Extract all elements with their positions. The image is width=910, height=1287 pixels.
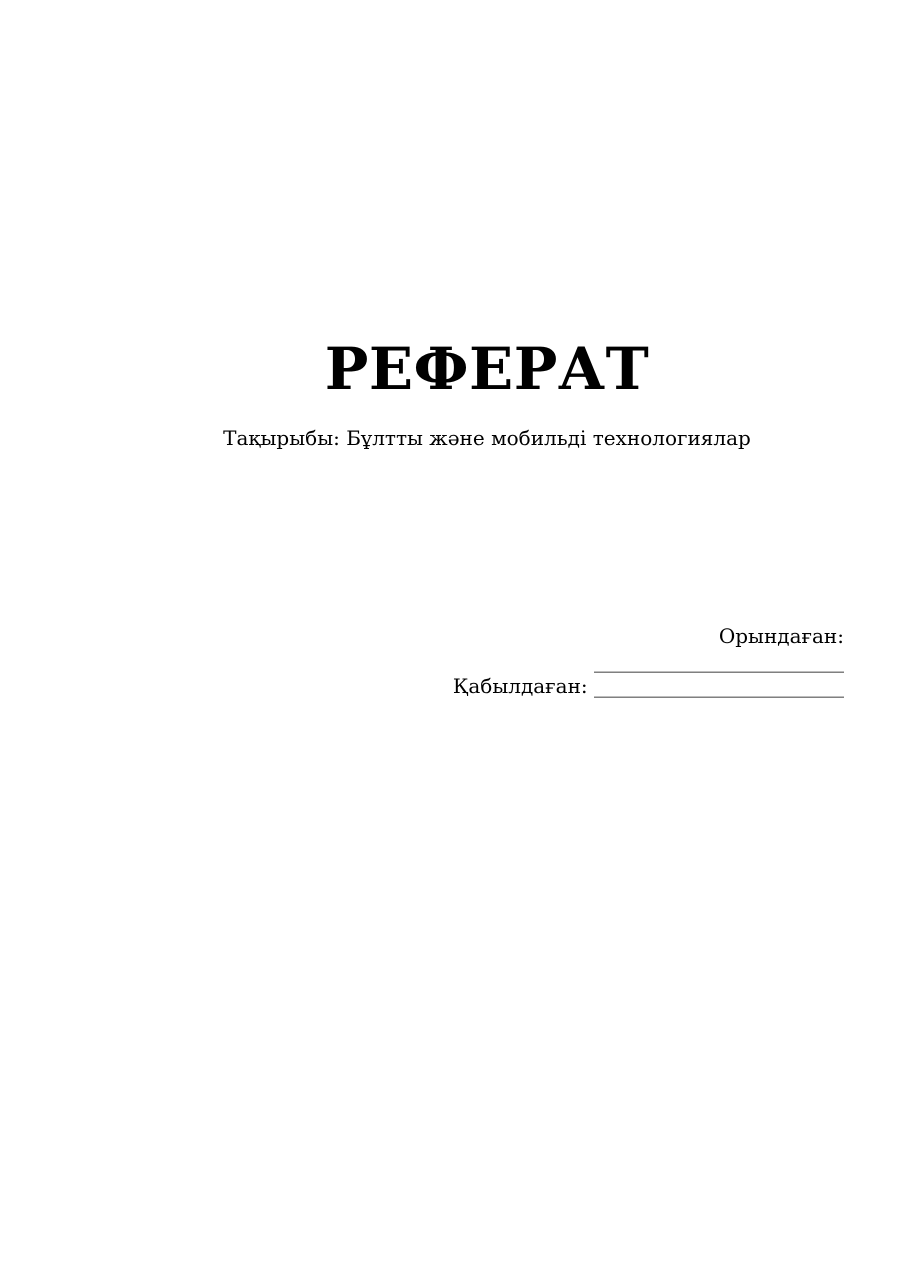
performed-by-blank-line: _________________________ <box>594 649 844 673</box>
document-title: РЕФЕРАТ <box>324 335 650 403</box>
accepted-by-blank-line: _________________________ <box>594 674 844 698</box>
performed-by-label: Орындаған: <box>718 624 844 648</box>
document-subtitle: Тақырыбы: Бұлтты және мобильді технологиялар <box>223 426 751 450</box>
accepted-by-row <box>344 673 844 699</box>
signature-block <box>344 623 844 699</box>
accepted-by-label: Қабылдаған: <box>452 674 588 698</box>
